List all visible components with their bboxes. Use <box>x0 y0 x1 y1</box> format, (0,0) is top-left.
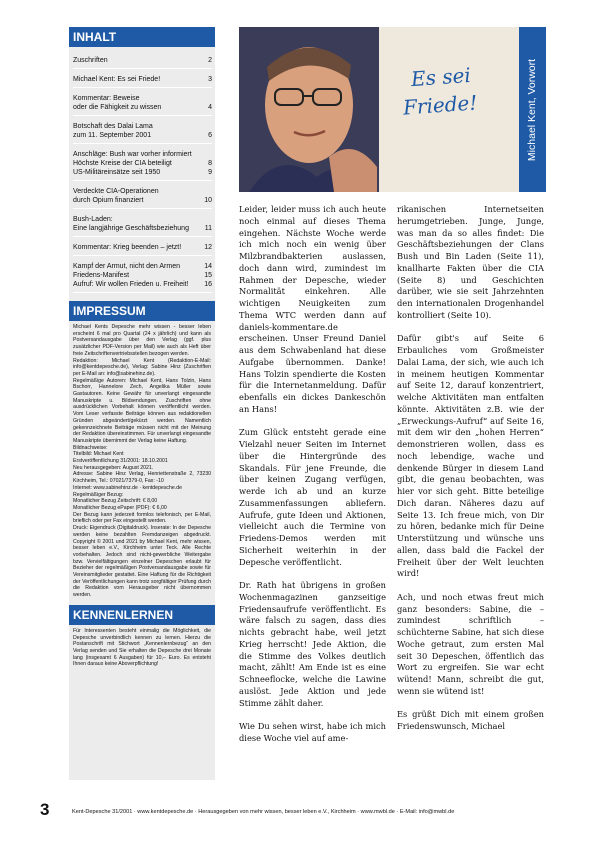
page-footer <box>0 800 595 824</box>
toc-item-title: Botschaft des Dalai Lama zum 11. September 2001 <box>73 123 153 139</box>
article-paragraph: rikanischen Internetseiten herumgetrieben. Junge, Junge, was man da so alles findet: Die Geschäftsbeziehungen der Clans Bush und Bin Laden (Seite 11), knallharte Fakten über die CIA (Seite 8) und Geschichten darüber, wie sie seit Jahrzehnten den internationalen Drogenhandel kontrolliert (Seite 10). <box>397 204 544 320</box>
toc-item-title: Kommentar: Krieg beenden – jetzt! <box>73 244 182 251</box>
toc-item-title: Anschläge: Bush war vorher informiert Höchste Kreise der CIA beteiligt US-Militäreinsätze seit 1950 <box>73 151 192 176</box>
impressum-paragraph: Bildnachweise: <box>73 444 108 451</box>
toc-item-page: 6 <box>208 132 212 139</box>
article-paragraph: Wie Du sehen wirst, habe ich mich diese Woche viel auf ame- <box>239 721 386 743</box>
impressum-paragraph: Titelbild: Michael Kent <box>73 451 124 458</box>
toc-item[interactable] <box>73 262 212 293</box>
page-number: 3 <box>40 800 50 819</box>
impressum-paragraph: Regelmäßiger Bezug: <box>73 491 124 498</box>
impressum-paragraph: Druck: Eigendruck (Digitaldruck). Inserate: In der Depesche werden keine bezahlten Fremdanzeigen abgedruckt. Copyright © 2001 und 2021 by Michael Kent, mehr wissen, besser leben e.V., Kirchheim unter Teck. Alle Rechte vorbehalten. Jedoch sind nicht-gewerbliche Weitergabe bzw. Vervielfältigungen einzelner Depeschen erlaubt für Bezieher der regelmäßigen Postversandausgabe sowie für Vereinsmitglieder gestattet. Eine Haftung für die Richtigkeit der Veröffentlichungen kann trotz sorgfältiger Prüfung durch die Redaktion vom Herausgeber nicht übernommen werden. <box>73 525 211 599</box>
article-column-2 <box>397 204 544 745</box>
toc-item-title: Bush-Laden: Eine langjährige Geschäftsbeziehung <box>73 216 189 232</box>
article-paragraph: Ach, und noch etwas freut mich ganz besonders: Sabine, die – zumindest schriftlich – schüchterne Sabine, hat sich diese Woche getraut, zum ersten Mal seit 30 Depeschen, öffentlich das Wort zu ergreifen. Sie war echt wütend! Mann, schreibt die gut, wenn sie wütend ist! <box>397 591 544 696</box>
toc-item[interactable] <box>73 94 212 116</box>
author-photo <box>239 27 519 192</box>
impressum-paragraph: Erstveröffentlichung 31/2001: 18.10.2001 <box>73 458 168 465</box>
article-paragraph: Dafür gibt's auf Seite 6 Erbauliches vom Großmeister Dalai Lama, der sich, wie auch ich in meinem heutigen Kommentar auf Seite 12, darauf konzentriert, welche Aktivitäten man entfalten könnte. Aktivitäten z.B. wie der „Erweckungs-Aufruf“ auf Seite 16, mit dem wir den „hohen Herren“ demonstrieren wollen, dass es noch lebendige, wache und denkende Bürger in diesem Land gibt, die genau beobachten, was hier vor sich geht. Bitte beteilige Dich daran. Näheres dazu auf Seite 13. Ich freue mich, von Dir zu hören, bedanke mich für Deine Unterstützung und wünsche uns allen, dass bald die Fackel der Freiheit über der Welt leuchten wird! <box>397 333 544 579</box>
toc-item[interactable] <box>73 243 212 256</box>
toc-item-page: 12 <box>204 244 212 251</box>
byline-bar <box>519 27 546 192</box>
impressum-paragraph: Monatlicher Bezug Zeitschrift: € 8,00 <box>73 498 158 505</box>
toc-item[interactable] <box>73 56 212 69</box>
toc-item-page: 11 <box>204 225 212 232</box>
toc-item-page: 10 <box>204 197 212 204</box>
impressum-paragraph: Monatlicher Bezug ePaper (PDF): € 6,00 <box>73 504 167 511</box>
impressum-paragraph: Internet: www.sabinehinz.de · kentdepesche.de <box>73 484 183 491</box>
toc-item-page: 8 9 <box>208 160 212 176</box>
kennenlernen-text <box>69 625 215 671</box>
greeting-line-1: Es sei <box>410 62 472 92</box>
toc-item-page: 3 <box>208 76 212 83</box>
article-paragraph: Leider, leider muss ich auch heute noch einmal auf dieses Thema eingehen. Nächste Woche werde ich mich noch ein wenig über Milzbrandbakterien auslassen, doch dann wird, zumindest im Rahmen der Depesche, wieder Normalität einkehren. Alle wichtigen Neuigkeiten zum Thema WTC werden dann auf daniels-kommentare.de erscheinen. Unser Freund Daniel aus dem Schwabenland hat diese Aufgabe übernommen. Danke! Hans Tolzin spendierte die Kosten für die Internetanmeldung. Dafür ebenfalls ein dickes Dankeschön an Hans! <box>239 204 386 414</box>
toc-item-title: Kommentar: Beweise oder die Fähigkeit zu wissen <box>73 95 162 111</box>
greeting-line-2: Friede! <box>402 90 479 120</box>
impressum-paragraph: Michael Kents Depesche mehr wissen - besser leben erscheint 6 mal pro Quartal (24 x jährlich) und kann als Postversandausgabe über den Verlag (ggf. plus zusätzlicher PDF-Version per Mail) wie auch als Heft über freie Zeitschriftenvertriebsstellen bezogen werden. <box>73 324 211 357</box>
article-paragraph: Es grüßt Dich mit einem großen Friedenswunsch, Michael <box>397 709 544 731</box>
impressum-paragraph: Neu herausgegeben: August 2021. <box>73 464 154 471</box>
toc-item[interactable] <box>73 150 212 181</box>
table-of-contents <box>69 47 215 293</box>
toc-item-page: 14 15 16 <box>204 263 212 288</box>
kennenlernen-heading: KENNENLERNEN <box>69 605 215 625</box>
impressum-paragraph: Redaktion: Michael Kent (Redaktion-E-Mail: info@kentdepesche.de), Verlag: Sabine Hinz (Zuschriften per E-Mail an: info@sabinehinz.de). <box>73 357 211 377</box>
toc-item[interactable] <box>73 75 212 88</box>
byline: Michael Kent, Vorwort <box>526 58 539 161</box>
toc-item-page: 2 <box>208 57 212 64</box>
impressum-paragraph: Regelmäßige Autoren: Michael Kent, Hans Tolzin, Hans Bschorr, Hannelore Zech, Angelika Müller sowie Gastautoren. Keine Gewähr für unverlangt eingesandte Manuskripte u. Bildsendungen. Zuschriften ohne ausdrücklichen Vorbehalt können veröffentlicht werden. Vom Leser verfasste Beiträge können aus redaktionellen Gründen abgeändert/gekürzt werden. Namentlich gekennzeichnete Beiträge müssen nicht mit der Meinung der Redaktion übereinstimmen. Für unverlangt eingesandte Manuskripte übernimmt der Verlag keine Haftung. <box>73 377 211 444</box>
toc-item-title: Michael Kent: Es sei Friede! <box>73 76 161 83</box>
sidebar <box>69 27 215 780</box>
impressum-text <box>69 321 215 602</box>
toc-item-title: Zuschriften <box>73 57 108 64</box>
toc-item-title: Kampf der Armut, nicht den Armen Friedens-Manifest Aufruf: Wir wollen Frieden u. Freiheit! <box>73 263 189 288</box>
toc-item[interactable] <box>73 122 212 144</box>
toc-heading: INHALT <box>69 27 215 47</box>
article-paragraph: Zum Glück entsteht gerade eine Vielzahl neuer Seiten im Internet über die Hintergründe des Skandals. Für jene Freunde, die über keinen Zugang verfügen, werde ich ab und an kurze Zusammenfassungen abliefern. Aufrufe, gute Ideen und Aktionen, vielleicht auch die Termine von Friedens-Demos werden mit Sicherheit weiterhin in der Depesche veröffentlicht. <box>239 427 386 567</box>
toc-item[interactable] <box>73 215 212 237</box>
impressum-heading: IMPRESSUM <box>69 301 215 321</box>
article-column-1 <box>239 204 386 756</box>
kennenlernen-paragraph: Für Interessenten besteht einmalig die Möglichkeit, die Depesche unverbindlich kennen zu lernen. Hierzu die Postanschrift mit Stichwort „Kennenlernbezug“ an den Verlag senden und Sie erhalten die Depesche drei Monate lang (insgesamt 6 Ausgaben) für 10,– Euro. Es entsteht Ihnen daraus keine Aboverpflichtung! <box>73 627 211 668</box>
toc-item[interactable] <box>73 187 212 209</box>
footer-text: Kent-Depesche 31/2001 · www.kentdepesche.de · Herausgegeben von mehr wissen, besser leben e.V., Kirchheim · www.mwbl.de · E-Mail: info@mwbl.de <box>72 809 455 815</box>
article-paragraph: Dr. Rath hat übrigens in großen Wochenmagazinen ganzseitige Friedensaufrufe veröffentlicht. Es wäre falsch zu sagen, dass dies nichts gebracht habe, weil jetzt Krieg herrscht! Jede Aktion, die die Stimme des Volkes deutlich macht, zählt! Am Ende ist es eine Schneeflocke, welche die Lawine auslöst. Jede Aktion und jede Stimme zählt daher. <box>239 580 386 708</box>
impressum-paragraph: Adresse: Sabine Hinz Verlag, Henriettenstraße 2, 73230 Kirchheim, Tel.: 07021/7379-0, Fax: -10 <box>73 471 211 485</box>
toc-item-title: Verdeckte CIA-Operationen durch Opium finanziert <box>73 188 159 204</box>
toc-item-page: 4 <box>208 104 212 111</box>
impressum-paragraph: Der Bezug kann jederzeit formlos telefonisch, per E-Mail, brieflich oder per Fax eingestellt werden. <box>73 511 211 525</box>
